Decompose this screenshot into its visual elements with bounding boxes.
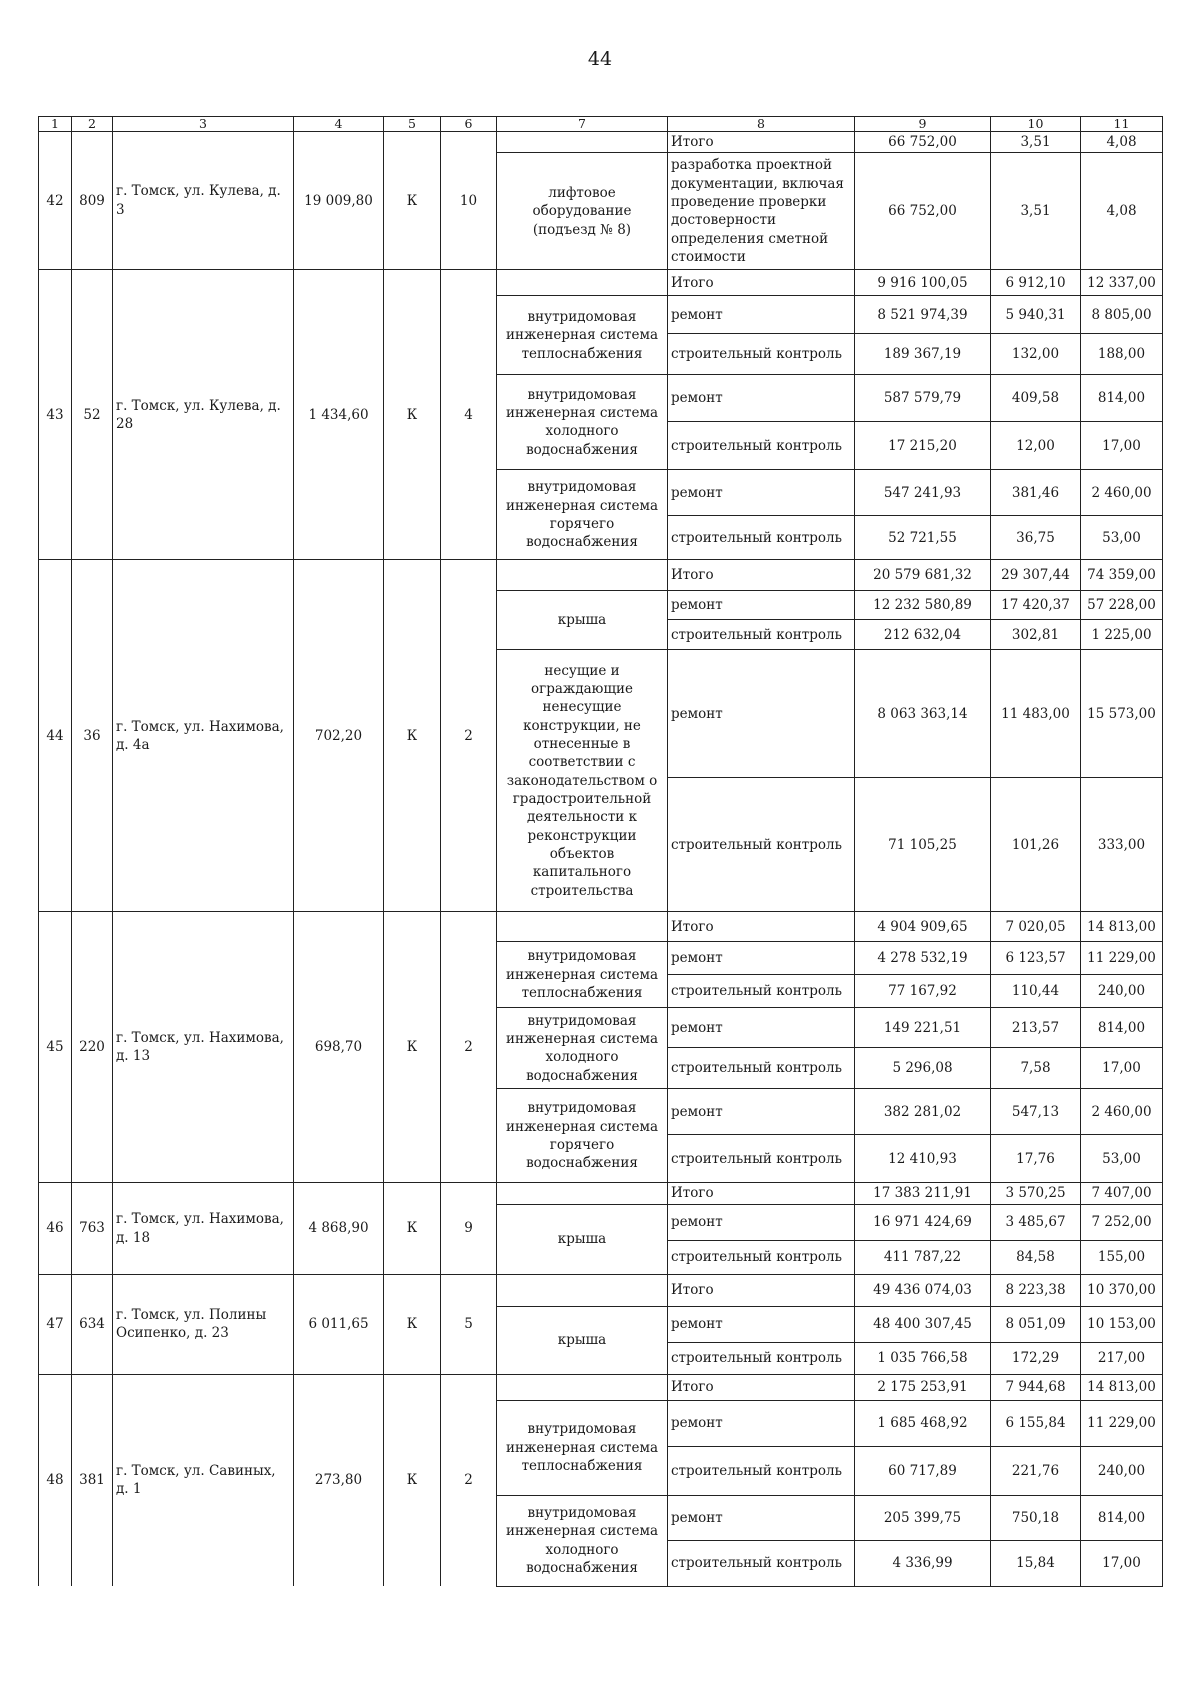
cost: 547 241,93 [855,470,991,516]
address: г. Томск, ул. Нахимова, д. 4а [113,560,294,912]
row-number: 45 [39,912,72,1183]
floor-count: 2 [441,912,497,1183]
cost-per-m2: 17 420,37 [991,591,1081,620]
cost-per-m2: 7 020,05 [991,912,1081,942]
limit-cost: 11 229,00 [1081,1400,1163,1446]
total-label: Итого [668,560,855,591]
cost-per-m2: 221,76 [991,1446,1081,1495]
cost: 8 521 974,39 [855,296,991,334]
work-type: строительный контроль [668,1048,855,1089]
wall-type: К [384,270,441,560]
system-name: лифтовое оборудование (подъезд № 8) [497,153,668,270]
cost: 66 752,00 [855,132,991,153]
work-type: разработка проектной документации, включая проведение проверки достоверности определения сметной стоимости [668,153,855,270]
blank-cell [497,560,668,591]
work-type: строительный контроль [668,620,855,650]
cost: 411 787,22 [855,1240,991,1274]
column-number: 5 [384,117,441,132]
column-number: 2 [72,117,113,132]
cost: 12 232 580,89 [855,591,991,620]
total-area: 1 434,60 [294,270,384,560]
cost: 9 916 100,05 [855,270,991,296]
blank-cell [497,912,668,942]
work-type: строительный контроль [668,975,855,1008]
column-number: 1 [39,117,72,132]
work-type: ремонт [668,1306,855,1342]
cost: 189 367,19 [855,334,991,375]
cost: 16 971 424,69 [855,1204,991,1240]
total-label: Итого [668,1274,855,1306]
cost: 212 632,04 [855,620,991,650]
cost: 1 035 766,58 [855,1342,991,1374]
system-name: внутридомовая инженерная система горячего водоснабжения [497,470,668,560]
table-row [39,1274,1163,1306]
cost: 66 752,00 [855,153,991,270]
limit-cost: 15 573,00 [1081,650,1163,778]
cost: 382 281,02 [855,1089,991,1135]
total-area: 19 009,80 [294,132,384,270]
cost: 12 410,93 [855,1135,991,1183]
work-type: ремонт [668,470,855,516]
work-type: ремонт [668,1400,855,1446]
wall-type: К [384,560,441,912]
cost-per-m2: 6 123,57 [991,942,1081,975]
blank-cell [497,270,668,296]
cost-per-m2: 3,51 [991,153,1081,270]
limit-cost: 53,00 [1081,1135,1163,1183]
work-type: ремонт [668,1008,855,1048]
limit-cost: 17,00 [1081,1540,1163,1586]
blank-cell [497,1274,668,1306]
limit-cost: 333,00 [1081,778,1163,912]
table-row [39,912,1163,942]
limit-cost: 4,08 [1081,153,1163,270]
cost-per-m2: 3,51 [991,132,1081,153]
limit-cost: 14 813,00 [1081,912,1163,942]
limit-cost: 10 370,00 [1081,1274,1163,1306]
cost-per-m2: 12,00 [991,422,1081,470]
table-row [39,560,1163,591]
cost: 4 336,99 [855,1540,991,1586]
cost: 49 436 074,03 [855,1274,991,1306]
cost: 71 105,25 [855,778,991,912]
floor-count: 4 [441,270,497,560]
cost-per-m2: 17,76 [991,1135,1081,1183]
table-row [39,1183,1163,1204]
cost: 8 063 363,14 [855,650,991,778]
cost: 587 579,79 [855,375,991,422]
wall-type: К [384,1183,441,1274]
column-number: 4 [294,117,384,132]
row-number: 44 [39,560,72,912]
total-label: Итого [668,1183,855,1204]
column-number: 10 [991,117,1081,132]
wall-type: К [384,1274,441,1374]
cost-per-m2: 11 483,00 [991,650,1081,778]
page-number: 44 [587,48,613,70]
cost-per-m2: 6 912,10 [991,270,1081,296]
limit-cost: 2 460,00 [1081,1089,1163,1135]
system-name: внутридомовая инженерная система холодного водоснабжения [497,1495,668,1586]
cost-per-m2: 3 570,25 [991,1183,1081,1204]
system-name: крыша [497,591,668,650]
limit-cost: 814,00 [1081,1008,1163,1048]
work-type: строительный контроль [668,422,855,470]
cost-per-m2: 381,46 [991,470,1081,516]
object-id: 36 [72,560,113,912]
cost-per-m2: 101,26 [991,778,1081,912]
total-label: Итого [668,132,855,153]
cost-per-m2: 36,75 [991,516,1081,560]
limit-cost: 11 229,00 [1081,942,1163,975]
system-name: внутридомовая инженерная система теплоснабжения [497,296,668,375]
system-name: несущие и ограждающие ненесущие конструкции, не отнесенные в соответствии с законодательством о градостроительной деятельности к реконструкции объектов капитального строительства [497,650,668,912]
system-name: внутридомовая инженерная система холодного водоснабжения [497,375,668,470]
column-number: 11 [1081,117,1163,132]
total-label: Итого [668,270,855,296]
floor-count: 2 [441,1374,497,1586]
work-type: ремонт [668,296,855,334]
total-area: 702,20 [294,560,384,912]
total-label: Итого [668,1374,855,1400]
column-number: 9 [855,117,991,132]
limit-cost: 188,00 [1081,334,1163,375]
work-type: строительный контроль [668,778,855,912]
work-type: строительный контроль [668,1342,855,1374]
cost-per-m2: 15,84 [991,1540,1081,1586]
table-row [39,132,1163,153]
cost-per-m2: 6 155,84 [991,1400,1081,1446]
row-number: 46 [39,1183,72,1274]
object-id: 634 [72,1274,113,1374]
limit-cost: 53,00 [1081,516,1163,560]
limit-cost: 7 407,00 [1081,1183,1163,1204]
work-type: ремонт [668,1089,855,1135]
row-number: 47 [39,1274,72,1374]
wall-type: К [384,1374,441,1586]
limit-cost: 2 460,00 [1081,470,1163,516]
cost-per-m2: 110,44 [991,975,1081,1008]
blank-cell [497,1374,668,1400]
limit-cost: 240,00 [1081,1446,1163,1495]
cost: 2 175 253,91 [855,1374,991,1400]
cost-per-m2: 172,29 [991,1342,1081,1374]
limit-cost: 240,00 [1081,975,1163,1008]
blank-cell [497,132,668,153]
object-id: 52 [72,270,113,560]
total-area: 6 011,65 [294,1274,384,1374]
work-type: ремонт [668,942,855,975]
limit-cost: 17,00 [1081,422,1163,470]
row-number: 43 [39,270,72,560]
limit-cost: 57 228,00 [1081,591,1163,620]
work-type: строительный контроль [668,1135,855,1183]
system-name: внутридомовая инженерная система горячего водоснабжения [497,1089,668,1183]
cost-per-m2: 7 944,68 [991,1374,1081,1400]
cost: 1 685 468,92 [855,1400,991,1446]
work-type: строительный контроль [668,1240,855,1274]
cost-per-m2: 8 051,09 [991,1306,1081,1342]
system-name: внутридомовая инженерная система теплоснабжения [497,942,668,1008]
object-id: 381 [72,1374,113,1586]
limit-cost: 814,00 [1081,375,1163,422]
cost: 205 399,75 [855,1495,991,1540]
row-number: 42 [39,132,72,270]
work-type: ремонт [668,375,855,422]
cost: 5 296,08 [855,1048,991,1089]
cost-per-m2: 302,81 [991,620,1081,650]
total-area: 273,80 [294,1374,384,1586]
column-number: 8 [668,117,855,132]
floor-count: 9 [441,1183,497,1274]
cost: 77 167,92 [855,975,991,1008]
cost-per-m2: 8 223,38 [991,1274,1081,1306]
cost: 60 717,89 [855,1446,991,1495]
work-type: ремонт [668,591,855,620]
cost-per-m2: 84,58 [991,1240,1081,1274]
cost-per-m2: 750,18 [991,1495,1081,1540]
floor-count: 2 [441,560,497,912]
cost-per-m2: 29 307,44 [991,560,1081,591]
cost: 4 904 909,65 [855,912,991,942]
address: г. Томск, ул. Кулева, д. 28 [113,270,294,560]
cost-per-m2: 409,58 [991,375,1081,422]
table-row [39,1374,1163,1400]
cost-per-m2: 7,58 [991,1048,1081,1089]
limit-cost: 10 153,00 [1081,1306,1163,1342]
column-number: 6 [441,117,497,132]
limit-cost: 14 813,00 [1081,1374,1163,1400]
system-name: внутридомовая инженерная система теплоснабжения [497,1400,668,1495]
work-type: ремонт [668,1204,855,1240]
column-number: 7 [497,117,668,132]
cost: 4 278 532,19 [855,942,991,975]
address: г. Томск, ул. Нахимова, д. 13 [113,912,294,1183]
work-type: ремонт [668,650,855,778]
column-number-row [39,117,1163,132]
system-name: крыша [497,1204,668,1274]
cost-per-m2: 5 940,31 [991,296,1081,334]
address: г. Томск, ул. Кулева, д. 3 [113,132,294,270]
address: г. Томск, ул. Полины Осипенко, д. 23 [113,1274,294,1374]
cost: 52 721,55 [855,516,991,560]
total-label: Итого [668,912,855,942]
work-type: строительный контроль [668,334,855,375]
total-area: 4 868,90 [294,1183,384,1274]
cost: 17 215,20 [855,422,991,470]
work-type: ремонт [668,1495,855,1540]
wall-type: К [384,912,441,1183]
limit-cost: 8 805,00 [1081,296,1163,334]
floor-count: 10 [441,132,497,270]
limit-cost: 1 225,00 [1081,620,1163,650]
limit-cost: 155,00 [1081,1240,1163,1274]
object-id: 220 [72,912,113,1183]
limit-cost: 4,08 [1081,132,1163,153]
limit-cost: 17,00 [1081,1048,1163,1089]
table-row [39,270,1163,296]
cost: 17 383 211,91 [855,1183,991,1204]
cost: 20 579 681,32 [855,560,991,591]
total-area: 698,70 [294,912,384,1183]
limit-cost: 7 252,00 [1081,1204,1163,1240]
floor-count: 5 [441,1274,497,1374]
object-id: 809 [72,132,113,270]
object-id: 763 [72,1183,113,1274]
cost: 48 400 307,45 [855,1306,991,1342]
address: г. Томск, ул. Савиных, д. 1 [113,1374,294,1586]
system-name: крыша [497,1306,668,1374]
cost-per-m2: 547,13 [991,1089,1081,1135]
register-table [38,116,1163,1587]
address: г. Томск, ул. Нахимова, д. 18 [113,1183,294,1274]
cost-per-m2: 3 485,67 [991,1204,1081,1240]
work-type: строительный контроль [668,1446,855,1495]
cost-per-m2: 213,57 [991,1008,1081,1048]
work-type: строительный контроль [668,516,855,560]
column-number: 3 [113,117,294,132]
limit-cost: 814,00 [1081,1495,1163,1540]
cost-per-m2: 132,00 [991,334,1081,375]
system-name: внутридомовая инженерная система холодного водоснабжения [497,1008,668,1089]
work-type: строительный контроль [668,1540,855,1586]
wall-type: К [384,132,441,270]
cost: 149 221,51 [855,1008,991,1048]
limit-cost: 74 359,00 [1081,560,1163,591]
blank-cell [497,1183,668,1204]
limit-cost: 12 337,00 [1081,270,1163,296]
row-number: 48 [39,1374,72,1586]
limit-cost: 217,00 [1081,1342,1163,1374]
